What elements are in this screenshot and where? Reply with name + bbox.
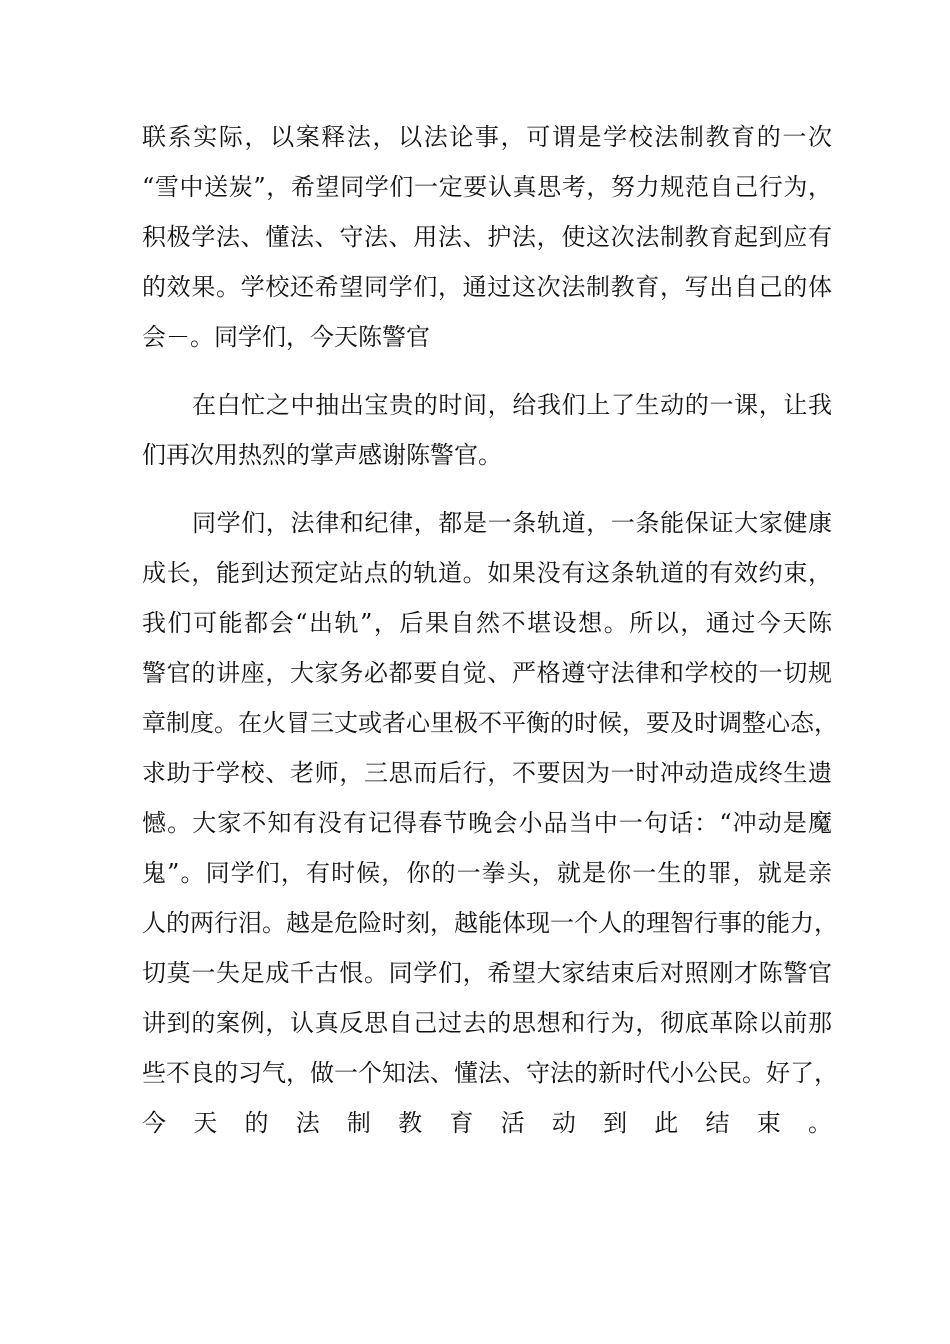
text-line: 求助于学校、老师，三思而后行，不要因为一时冲动造成终生遗 — [142, 759, 832, 787]
document-body — [142, 112, 838, 1198]
text-line: 会－。同学们，今天陈警官 — [142, 323, 430, 351]
text-line: “雪中送炭”，希望同学们一定要认真思考，努力规范自己行为， — [142, 173, 832, 201]
paragraph-spacing — [142, 480, 832, 498]
paragraph-2 — [142, 380, 832, 480]
text-line: 今天的法制教育活动到此结束。 — [142, 1109, 832, 1137]
text-line: 积极学法、懂法、守法、用法、护法，使这次法制教育起到应有 — [142, 223, 832, 251]
paragraph-3 — [142, 498, 838, 1198]
text-line: 警官的讲座，大家务必都要自觉、严格遵守法律和学校的一切规 — [142, 659, 832, 687]
text-line: 同学们，法律和纪律，都是一条轨道，一条能保证大家健康 — [192, 509, 832, 537]
text-line: 鬼”。同学们，有时候，你的一拳头，就是你一生的罪，就是亲 — [142, 859, 832, 887]
text-line: 们再次用热烈的掌声感谢陈警官。 — [142, 441, 502, 469]
paragraph-1 — [142, 112, 832, 362]
text-line: 憾。大家不知有没有记得春节晚会小品当中一句话：“冲动是魔 — [142, 809, 832, 837]
text-line: 我们可能都会“出轨”，后果自然不堪设想。所以，通过今天陈 — [142, 609, 832, 637]
text-line: 成长，能到达预定站点的轨道。如果没有这条轨道的有效约束， — [142, 559, 832, 587]
text-line: 切莫一失足成千古恨。同学们，希望大家结束后对照刚才陈警官 — [142, 959, 832, 987]
text-line: 讲到的案例，认真反思自己过去的思想和行为，彻底革除以前那 — [142, 1009, 832, 1037]
paragraph-spacing — [142, 362, 832, 380]
text-line — [142, 1148, 832, 1198]
text-line: 联系实际，以案释法，以法论事，可谓是学校法制教育的一次 — [142, 123, 832, 151]
text-line: 的效果。学校还希望同学们，通过这次法制教育，写出自己的体 — [142, 273, 832, 301]
text-line: 些不良的习气，做一个知法、懂法、守法的新时代小公民。好了， — [142, 1059, 838, 1087]
text-line: 章制度。在火冒三丈或者心里极不平衡的时候，要及时调整心态， — [142, 709, 838, 737]
text-line: 在白忙之中抽出宝贵的时间，给我们上了生动的一课，让我 — [192, 391, 832, 419]
text-line: 人的两行泪。越是危险时刻，越能体现一个人的理智行事的能力， — [142, 909, 838, 937]
